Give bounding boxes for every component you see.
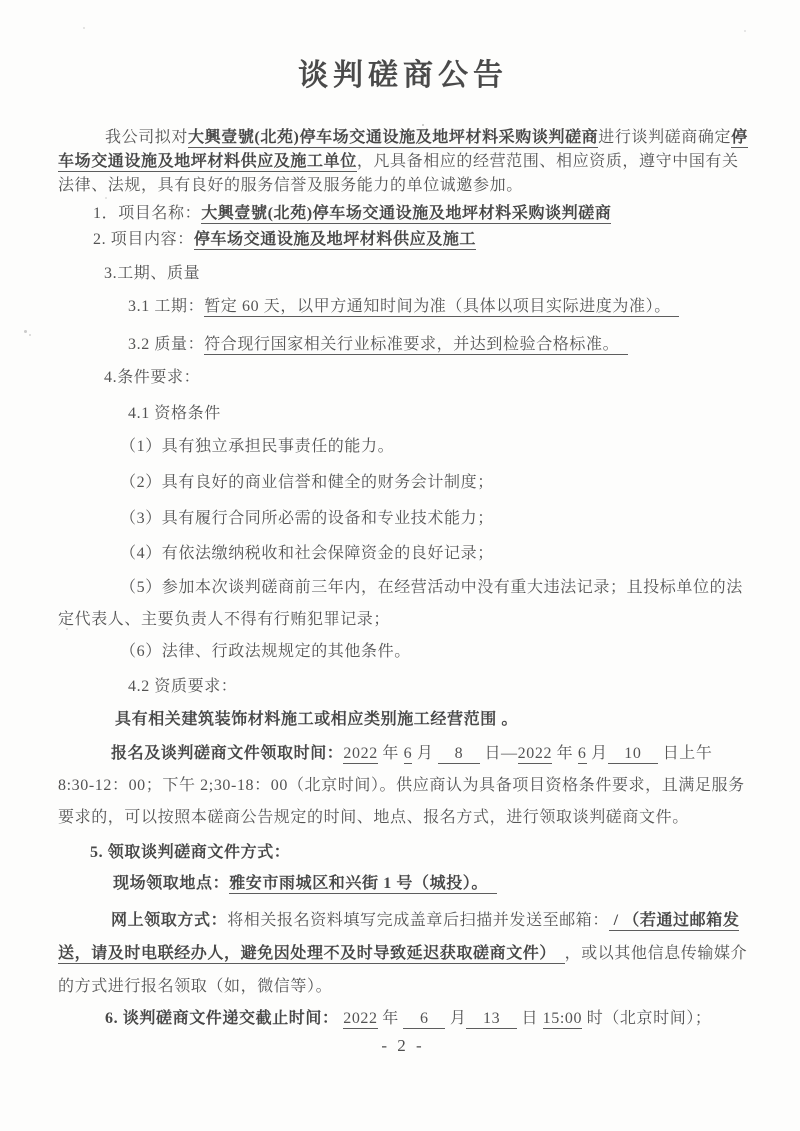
text-run: （1）具有独立承担民事责任的能力。 [120, 438, 395, 455]
text-run: 日上午 8:30-12：00；下午 2;30-18：00（北京时间）。供应商认为具备项目资格条件要求，且满足服务要求的，可以按照本磋商公告规定的时间、地点、报名方式，进行领取谈判磋商文件。 [58, 745, 745, 826]
text-run: 3.工期、质量 [104, 265, 201, 282]
scan-speck [29, 334, 31, 336]
filled-value: 网上领取方式： [111, 912, 228, 929]
qualification-item-3 [120, 506, 748, 531]
item-project-name [93, 201, 748, 226]
text-run: 2. 项目内容： [93, 231, 194, 248]
text-run: （5）参加本次谈判磋商前三年内，在经营活动中没有重大违法记录；且投标单位的法定代表人、主要负责人不得有行贿犯罪记录； [58, 579, 743, 628]
credentials-scope [115, 707, 748, 732]
text-run: 1．项目名称： [93, 205, 202, 222]
filled-value: 5. 领取谈判磋商文件方式： [90, 844, 291, 861]
scan-speck [83, 27, 85, 29]
subsection-qualification [128, 401, 748, 426]
filled-value: 6 [403, 745, 413, 762]
qualification-item-2 [120, 470, 748, 495]
filled-value: 2022 [343, 1010, 378, 1027]
section-requirements [104, 365, 748, 390]
filled-value: 停车场交通设施及地坪材料供应及施工单位 [58, 129, 748, 170]
document-title: 谈判磋商公告 [298, 59, 508, 92]
filled-value: 6 [577, 745, 587, 762]
filled-value: 具有相关建筑装饰材料施工或相应类别施工经营范围 。 [115, 711, 519, 728]
text-run: 将相关报名资料填写完成盖章后扫描并发送至邮箱： [227, 912, 610, 929]
text-run: ，或以其他信息传输媒介的方式进行报名领取（如，微信等）。 [58, 945, 748, 995]
filled-value: 15:00 [542, 1010, 583, 1027]
scan-speck [24, 330, 27, 333]
clause-quality [128, 332, 748, 357]
text-run: （4）有依法缴纳税收和社会保障资金的良好记录； [120, 545, 494, 562]
text-run: 3.2 质量： [128, 336, 205, 353]
page-number: - 2 - [381, 1036, 425, 1055]
filled-value: 雅安市雨城区和兴街 1 号（城投）。 [229, 875, 497, 892]
scan-speck [422, 130, 424, 132]
text-run: 4.1 资格条件 [128, 405, 221, 422]
scan-speck [105, 197, 107, 199]
filled-value: 暂定 60 天，以甲方通知时间为准（具体以项目实际进度为准）。 [204, 298, 680, 315]
text-run: 年 [377, 1010, 404, 1027]
filled-value: 现场领取地点： [113, 875, 230, 892]
text-run: 进行谈判磋商确定 [598, 129, 732, 146]
deadline-paragraph [105, 1006, 748, 1031]
scan-speck [66, 628, 68, 630]
text-run: 3.1 工期： [128, 298, 205, 315]
clause-duration [128, 294, 748, 319]
text-run: 月 [586, 745, 608, 762]
registration-time-paragraph [58, 738, 748, 834]
item-project-content [93, 227, 748, 252]
qualification-item-5 [58, 572, 748, 636]
filled-value: 报名及谈判磋商文件领取时间： [111, 745, 344, 762]
filled-value: 停车场交通设施及地坪材料供应及施工 [193, 231, 477, 248]
text-run: 日 [516, 1010, 543, 1027]
filled-value: 10 [607, 745, 659, 762]
scan-speck [422, 124, 424, 126]
filled-value: 符合现行国家相关行业标准要求，并达到检验合格标准。 [204, 336, 628, 353]
qualification-item-6 [120, 639, 748, 664]
text-run: （2）具有良好的商业信誉和健全的财务会计制度； [120, 474, 494, 491]
filled-value: 大興壹號(北苑)停车场交通设施及地坪材料采购谈判磋商 [188, 129, 599, 146]
filled-value: 13 [466, 1010, 517, 1027]
subsection-credentials [128, 674, 748, 699]
section-duration-quality [104, 261, 748, 286]
text-run: 月 [412, 745, 439, 762]
text-run: 年 [377, 745, 404, 762]
onsite-location [113, 871, 748, 896]
text-run: 4.2 资质要求： [128, 678, 238, 695]
filled-value: 2022 [517, 745, 553, 762]
intro-paragraph [58, 126, 748, 198]
text-run: （3）具有履行合同所必需的设备和专业技术能力； [120, 510, 494, 527]
filled-value: 2022 [343, 745, 378, 762]
text-run: 月 [445, 1010, 467, 1027]
text-run: 年 [552, 745, 578, 762]
filled-value: / （若通过邮箱发送，请及时电联经办人，避免因处理不及时导致延迟获取磋商文件） [58, 912, 740, 962]
text-run: （6）法律、行政法规规定的其他条件。 [120, 643, 411, 660]
filled-value: 6. 谈判磋商文件递交截止时间： [105, 1010, 339, 1027]
online-method-paragraph [58, 904, 748, 1003]
text-run: 我公司拟对 [105, 129, 189, 146]
text-run: 日— [479, 745, 518, 762]
scan-speck [744, 30, 746, 32]
text-run: 时（北京时间）； [582, 1010, 712, 1027]
text-run: ，凡具备相应的经营范围、相应资质，遵守中国有关法律、法规，具有良好的服务信誉及服务能力的单位诚邀参加。 [58, 153, 739, 194]
qualification-item-1 [120, 434, 748, 459]
qualification-item-4 [120, 541, 748, 566]
text-run: 4.条件要求： [104, 369, 201, 386]
filled-value: 8 [438, 745, 480, 762]
filled-value: 6 [403, 1010, 446, 1027]
section-obtain-method [90, 840, 748, 865]
filled-value: 大興壹號(北苑)停车场交通设施及地坪材料采购谈判磋商 [201, 205, 612, 222]
